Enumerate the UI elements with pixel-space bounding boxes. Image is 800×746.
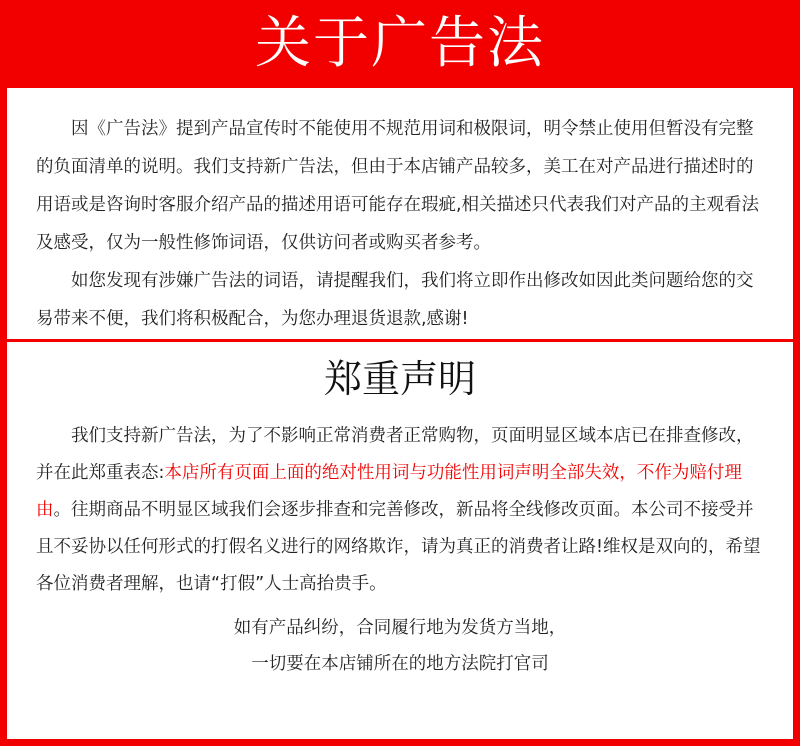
declaration-body <box>36 418 766 603</box>
declaration-title: 郑重声明 <box>323 357 476 401</box>
declaration-text-after: 。往期商品不明显区域我们会逐步排查和完善修改，新品将全线修改页面。本公司不接受并且不妥协以任何形式的打假名义进行的网络欺诈，请为真正的消费者让路!维权是双向的，希望各位消费者理解，也请“打假”人士高抬贵手。 <box>36 500 761 594</box>
section-divider <box>0 339 800 342</box>
notice-paragraph-1: 因《广告法》提到产品宣传时不能使用不规范用词和极限词，明令禁止使用但暂没有完整的负面清单的说明。我们支持新广告法，但由于本店铺产品较多，美工在对产品进行描述时的用语或是咨询时客服介绍产品的描述用语可能存在瑕疵,相关描述只代表我们对产品的主观看法及感受，仅为一般性修饰词语，仅供访问者或购买者参考。 <box>36 119 760 253</box>
dispute-line-1: 如有产品纠纷，合同履行地为发货方当地， <box>233 618 567 638</box>
page-title: 关于广告法 <box>255 11 545 76</box>
declaration-highlight: 本店所有页面上面的绝对性用词与功能性用词声明全部失效，不作为赔付理由 <box>36 463 742 520</box>
dispute-note <box>0 610 800 682</box>
dispute-line-2: 一切要在本店铺所在的地方法院打官司 <box>251 654 549 674</box>
ad-law-notice <box>36 110 766 338</box>
declaration-text-before: 我们支持新广告法，为了不影响正常消费者正常购物，页面明显区域本店已在排查修改，并在此郑重表态: <box>36 426 754 483</box>
top-banner <box>0 0 800 88</box>
notice-paragraph-2: 如您发现有涉嫌广告法的词语，请提醒我们，我们将立即作出修改如因此类问题给您的交易带来不便，我们将积极配合，为您办理退货退款,感谢! <box>36 271 754 329</box>
declaration-paragraph <box>36 418 766 603</box>
